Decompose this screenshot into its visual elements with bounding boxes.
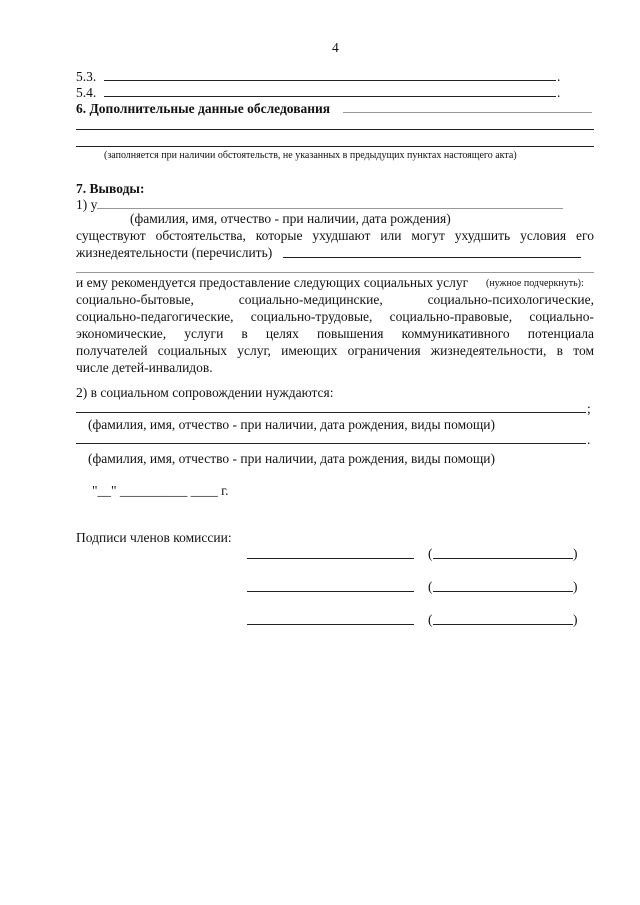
item-5-4-dot: . [557, 85, 561, 100]
section-6-line-3 [76, 146, 594, 147]
services-line-4: получателей социальных услуг, имеющих ограничения жизнедеятельности, в том [76, 343, 594, 358]
section-7-p1-prefix: 1) у [76, 197, 98, 212]
signature-name-line-1 [433, 558, 573, 559]
item-5-3-label: 5.3. [76, 69, 97, 84]
signature-line-1 [247, 558, 414, 559]
circumstances-list-line-1 [283, 257, 581, 258]
signature-name-line-3 [433, 624, 573, 625]
page-number: 4 [332, 40, 339, 55]
signatures-label: Подписи членов комиссии: [76, 530, 232, 545]
recommend-note: (нужное подчеркнуть): [486, 278, 584, 289]
signature-1-open-paren: ( [428, 546, 433, 561]
services-line-5: числе детей-инвалидов. [76, 360, 213, 375]
help-line-2 [76, 443, 586, 444]
recommend-text: и ему рекомендуется предоставление следующих социальных услуг [76, 275, 469, 290]
item-5-4-label: 5.4. [76, 85, 97, 100]
signature-line-2 [247, 591, 414, 592]
help-caption-1: (фамилия, имя, отчество - при наличии, дата рождения, виды помощи) [88, 417, 496, 432]
signature-name-line-2 [433, 591, 573, 592]
section-6-line-1 [343, 112, 592, 113]
signature-2-open-paren: ( [428, 579, 433, 594]
signature-2-close-paren: ) [573, 579, 578, 594]
signature-1-close-paren: ) [573, 546, 578, 561]
item-5-4-line [104, 96, 556, 97]
section-6-title: 6. Дополнительные данные обследования [76, 101, 331, 116]
signature-line-3 [247, 624, 414, 625]
section-7-p2: 2) в социальном сопровождении нуждаются: [76, 385, 334, 400]
help-line-1 [76, 412, 586, 413]
circumstances-line: существуют обстоятельства, которые ухудшают или могут ухудшить условия его [76, 228, 594, 243]
help-caption-2: (фамилия, имя, отчество - при наличии, дата рождения, виды помощи) [88, 451, 496, 466]
date-line: "__" __________ ____ г. [92, 483, 229, 498]
signature-3-open-paren: ( [428, 612, 433, 627]
item-5-3-dot: . [557, 69, 561, 84]
services-line-3: экономические, услуги в целях повышения коммуникативного потенциала [76, 326, 594, 341]
section-6-line-2 [76, 129, 594, 130]
section-7-title: 7. Выводы: [76, 181, 145, 196]
services-line-1: социально-бытовые, социально-медицинские, социально-психологические, [76, 292, 594, 307]
section-6-note: (заполняется при наличии обстоятельств, не указанных в предыдущих пунктах настоящего акта) [104, 150, 517, 161]
fio-caption: (фамилия, имя, отчество - при наличии, дата рождения) [130, 211, 451, 226]
fio-line [97, 208, 563, 209]
circumstances-list-line-2 [76, 272, 594, 273]
signature-3-close-paren: ) [573, 612, 578, 627]
circumstances-list-label: жизнедеятельности (перечислить) [76, 245, 273, 260]
help-line-2-period: . [587, 432, 591, 447]
help-line-1-semicolon: ; [587, 401, 591, 416]
services-line-2: социально-педагогические, социально-трудовые, социально-правовые, социально- [76, 309, 594, 324]
item-5-3-line [104, 80, 556, 81]
